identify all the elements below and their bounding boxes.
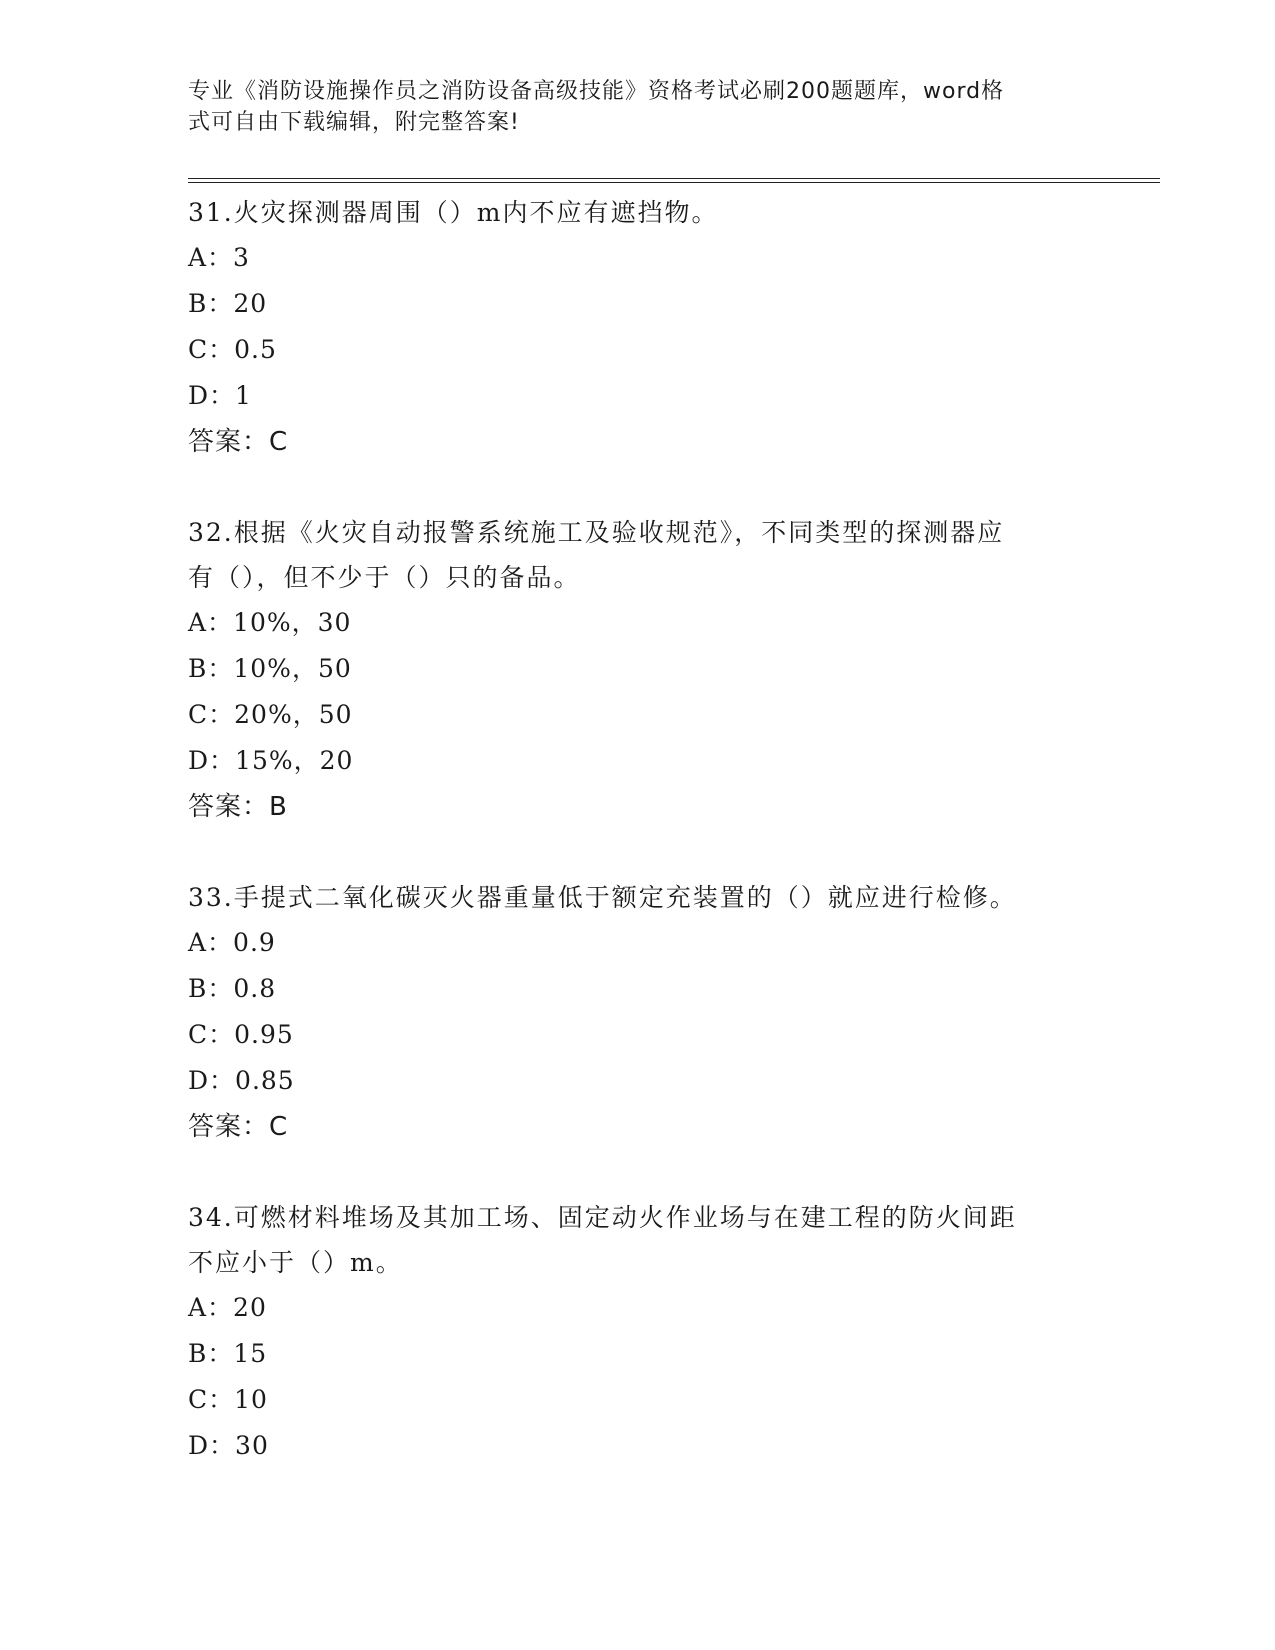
question-spacer	[188, 830, 1088, 875]
document-header	[188, 76, 1068, 138]
question-32	[188, 510, 1088, 830]
option-b: B：10%，50	[188, 654, 352, 683]
question-spacer	[188, 465, 1088, 510]
option-b: B：0.8	[188, 974, 277, 1003]
header-divider	[188, 178, 1160, 183]
option-b: B：15	[188, 1339, 268, 1368]
header-line-2: 式可自由下载编辑，附完整答案!	[188, 110, 520, 135]
question-33	[188, 875, 1088, 1150]
header-line-1: 专业《消防设施操作员之消防设备高级技能》资格考试必刷200题题库，word格	[188, 79, 1005, 104]
question-stem: 32.根据《火灾自动报警系统施工及验收规范》，不同类型的探测器应	[188, 518, 1005, 547]
option-d: D：30	[188, 1431, 269, 1460]
option-d: D：1	[188, 381, 252, 410]
question-34	[188, 1195, 1088, 1469]
option-c: C：20%，50	[188, 700, 353, 729]
answer: 答案：C	[188, 427, 289, 457]
question-spacer	[188, 1150, 1088, 1195]
answer: 答案：C	[188, 1112, 289, 1142]
question-stem: 34.可燃材料堆场及其加工场、固定动火作业场与在建工程的防火间距	[188, 1203, 1017, 1232]
option-c: C：0.95	[188, 1020, 294, 1049]
option-b: B：20	[188, 289, 268, 318]
option-a: A：10%，30	[188, 608, 352, 637]
question-stem: 33.手提式二氧化碳灭火器重量低于额定充装置的（）就应进行检修。	[188, 883, 1017, 912]
answer: 答案：B	[188, 792, 288, 822]
option-d: D：0.85	[188, 1066, 295, 1095]
option-a: A：20	[188, 1293, 267, 1322]
option-a: A：0.9	[188, 928, 276, 957]
question-stem-continued: 不应小于（）m。	[188, 1248, 403, 1277]
option-c: C：10	[188, 1385, 268, 1414]
question-stem: 31.火灾探测器周围（）m内不应有遮挡物。	[188, 198, 719, 227]
question-31	[188, 190, 1088, 465]
option-c: C：0.5	[188, 335, 277, 364]
question-stem-continued: 有（），但不少于（）只的备品。	[188, 563, 581, 592]
question-list	[188, 190, 1088, 1469]
option-d: D：15%，20	[188, 746, 354, 775]
option-a: A：3	[188, 243, 250, 272]
